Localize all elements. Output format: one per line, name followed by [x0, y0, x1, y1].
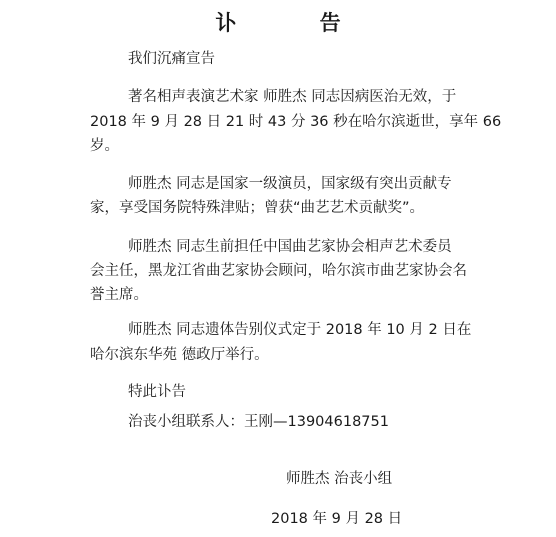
paragraph-3-line-1: 师胜杰 同志生前担任中国曲艺家协会相声艺术委员 [128, 239, 452, 255]
document-title: 讣 告 [215, 11, 379, 35]
paragraph-2-line-2: 家，享受国务院特殊津贴；曾获“曲艺艺术贡献奖”。 [90, 200, 425, 216]
paragraph-1-line-1: 著名相声表演艺术家 师胜杰 同志因病医治无效，于 [128, 89, 457, 105]
closing-line: 特此讣告 [128, 384, 186, 400]
paragraph-3-line-2: 会主任，黑龙江省曲艺家协会顾问，哈尔滨市曲艺家协会名 [90, 263, 467, 279]
paragraph-4-line-2: 哈尔滨东华苑 德政厅举行。 [90, 347, 269, 363]
paragraph-1-line-2: 2018 年 9 月 28 日 21 时 43 分 36 秒在哈尔滨逝世，享年 66 [90, 114, 502, 130]
paragraph-3-line-3: 誉主席。 [90, 287, 148, 303]
contact-line: 治丧小组联系人：王刚—13904618751 [128, 414, 389, 430]
paragraph-4-line-1: 师胜杰 同志遗体告别仪式定于 2018 年 10 月 2 日在 [128, 322, 472, 338]
opening-line: 我们沉痛宣告 [128, 51, 215, 67]
paragraph-1-line-3: 岁。 [90, 138, 119, 154]
signature-line: 师胜杰 治丧小组 [286, 471, 393, 487]
date-line: 2018 年 9 月 28 日 [271, 511, 403, 527]
paragraph-2-line-1: 师胜杰 同志是国家一级演员，国家级有突出贡献专 [128, 176, 452, 192]
